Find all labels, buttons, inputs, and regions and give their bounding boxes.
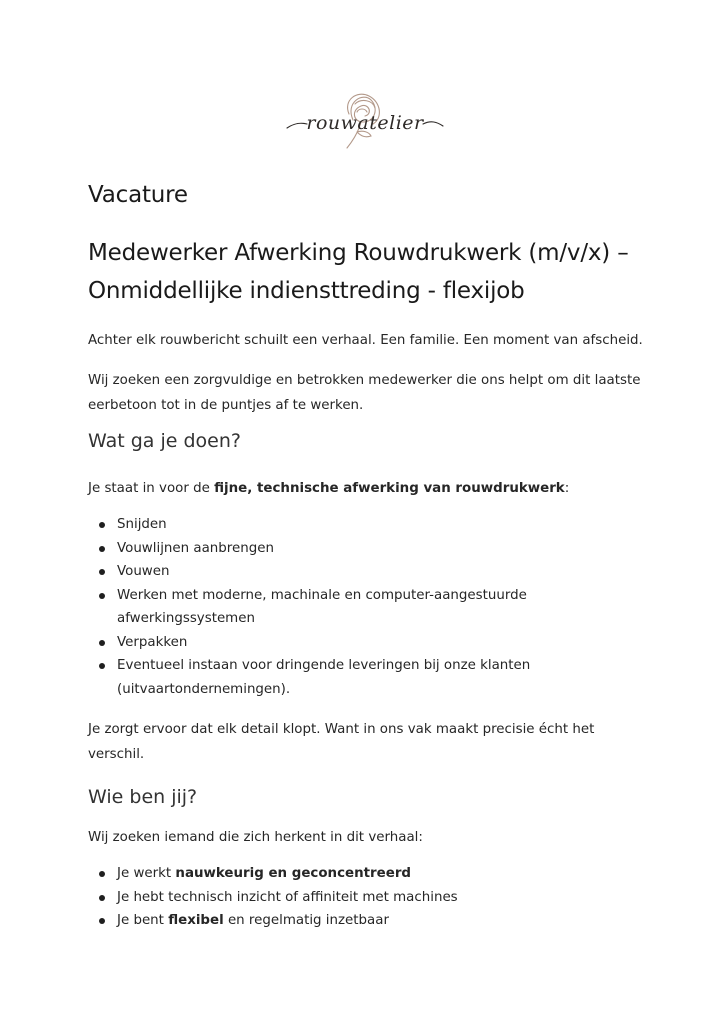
bullet-icon	[99, 918, 105, 924]
profile-list	[88, 862, 648, 933]
job-title: Medewerker Afwerking Rouwdrukwerk (m/v/x) – Onmiddellijke indiensttreding - flexijob	[88, 240, 629, 304]
profile-heading: Wie ben jij?	[88, 786, 198, 808]
bullet-icon	[99, 546, 105, 552]
tasks-heading: Wat ga je doen?	[88, 430, 241, 452]
bullet-icon	[99, 522, 105, 528]
list-item-prefix: Je hebt technisch inzicht of affiniteit met machines	[117, 889, 458, 905]
list-item	[88, 654, 648, 701]
bullet-icon	[99, 640, 105, 646]
bullet-icon	[99, 663, 105, 669]
list-item-prefix: Je werkt	[117, 866, 176, 881]
list-item-bold: flexibel	[168, 913, 224, 928]
list-item	[88, 886, 648, 910]
tasks-lead	[88, 476, 648, 501]
bullet-icon	[99, 895, 105, 901]
list-item-text: Verpakken	[117, 634, 188, 650]
tasks-lead-prefix: Je staat in voor de	[88, 481, 215, 496]
rouwatelier-logo	[283, 92, 445, 154]
list-item	[88, 584, 648, 631]
list-item	[88, 631, 648, 655]
bullet-icon	[99, 569, 105, 575]
vacancy-label: Vacature	[88, 182, 188, 208]
list-item	[88, 513, 648, 537]
list-item-bold: nauwkeurig en geconcentreerd	[175, 866, 412, 881]
list-item-text: Werken met moderne, machinale en computer-aangestuurde afwerkingssystemen	[117, 587, 527, 626]
tasks-lead-suffix: :	[564, 481, 570, 496]
tasks-lead-bold: fijne, technische afwerking van rouwdrukwerk	[214, 481, 565, 496]
intro-paragraph-2: Wij zoeken een zorgvuldige en betrokken medewerker die ons helpt om dit laatste eerbetoon tot in de puntjes af te werken.	[88, 373, 641, 413]
intro-paragraph-1: Achter elk rouwbericht schuilt een verhaal. Een familie. Een moment van afscheid.	[88, 333, 643, 348]
tasks-closing: Je zorgt ervoor dat elk detail klopt. Want in ons vak maakt precisie écht het verschil.	[88, 722, 595, 762]
bullet-icon	[99, 593, 105, 599]
list-item	[88, 862, 648, 886]
list-item-text: Eventueel instaan voor dringende leveringen bij onze klanten (uitvaartondernemingen).	[117, 658, 531, 697]
list-item-prefix: Je bent	[117, 913, 169, 928]
list-item	[88, 537, 648, 561]
list-item	[88, 909, 648, 933]
list-item-text: Vouwen	[117, 564, 170, 579]
list-item-text: Vouwlijnen aanbrengen	[117, 540, 274, 556]
list-item-text: Snijden	[117, 517, 167, 532]
logo-wordmark: rouwatelier	[306, 112, 424, 134]
list-item	[88, 560, 648, 584]
bullet-icon	[99, 871, 105, 877]
list-item-suffix: en regelmatig inzetbaar	[223, 913, 389, 928]
profile-lead: Wij zoeken iemand die zich herkent in dit verhaal:	[88, 830, 423, 845]
tasks-list	[88, 513, 648, 701]
